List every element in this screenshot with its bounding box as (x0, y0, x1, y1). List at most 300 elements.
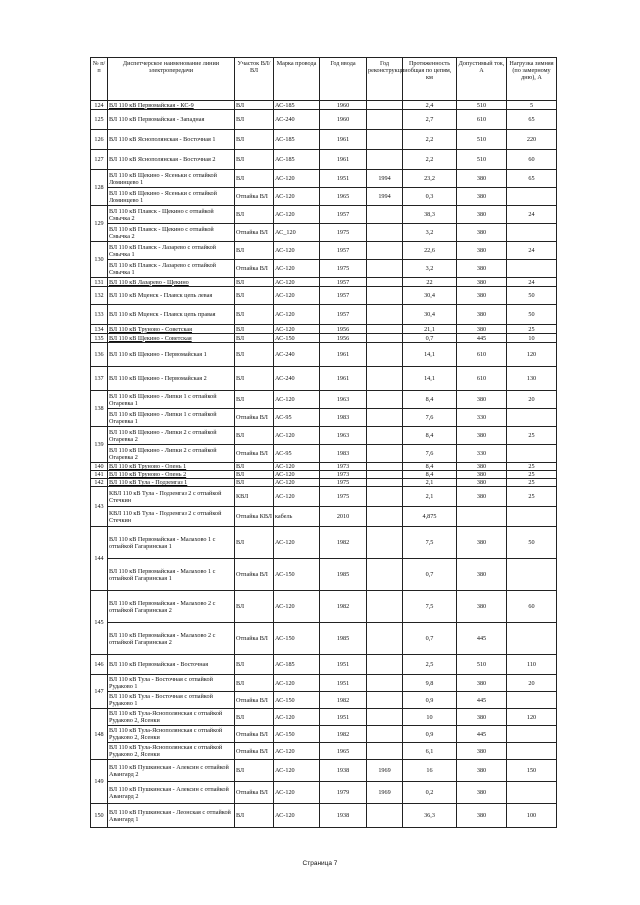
cell-part: ВЛ (235, 130, 274, 150)
cell-num: 125 (91, 110, 108, 130)
cell-length: 2,4 (403, 101, 457, 110)
cell-load: 50 (507, 305, 557, 325)
cell-wire: АС-120 (274, 804, 320, 828)
cell-name: КВЛ 110 кВ Тула - Подземгаз 2 с отпайкой Стечкин (108, 487, 235, 507)
table-row (91, 675, 557, 692)
cell-load: 50 (507, 527, 557, 559)
cell-wire: АС-150 (274, 559, 320, 591)
cell-recon (367, 260, 403, 278)
cell-part: ВЛ (235, 150, 274, 170)
cell-current: 380 (457, 391, 507, 409)
cell-name: ВЛ 110 кВ Первомайская - Малахово 1 с отпайкой Гагаринская 1 (108, 527, 235, 559)
table-row (91, 709, 557, 726)
table-row (91, 479, 557, 487)
cell-current: 610 (457, 110, 507, 130)
cell-length: 8,4 (403, 463, 457, 471)
cell-current: 380 (457, 170, 507, 188)
cell-load: 5 (507, 101, 557, 110)
cell-year: 1975 (320, 224, 367, 242)
table-row (91, 760, 557, 782)
cell-length: 30,4 (403, 287, 457, 305)
cell-part: ВЛ (235, 804, 274, 828)
cell-current: 510 (457, 150, 507, 170)
cell-length: 10 (403, 709, 457, 726)
cell-recon (367, 559, 403, 591)
table-row (91, 507, 557, 527)
cell-year: 1957 (320, 287, 367, 305)
cell-recon (367, 101, 403, 110)
header-length: Протяженность общая по цепям, км (403, 58, 457, 101)
cell-length: 7,6 (403, 445, 457, 463)
cell-part: Отпайка ВЛ (235, 445, 274, 463)
cell-load: 65 (507, 110, 557, 130)
cell-current: 380 (457, 242, 507, 260)
header-num: № п/п (91, 58, 108, 101)
cell-recon (367, 325, 403, 334)
cell-part: Отпайка ВЛ (235, 409, 274, 427)
cell-load (507, 559, 557, 591)
cell-wire: АС-120 (274, 709, 320, 726)
cell-load: 110 (507, 655, 557, 675)
cell-num: 150 (91, 804, 108, 828)
cell-recon (367, 367, 403, 391)
cell-name: ВЛ 110 кВ Плавск - Лазарево с отпайкой Смычка 1 (108, 242, 235, 260)
cell-load (507, 409, 557, 427)
cell-current: 380 (457, 804, 507, 828)
cell-current: 380 (457, 487, 507, 507)
cell-load: 100 (507, 804, 557, 828)
cell-current: 380 (457, 325, 507, 334)
header-current: Допустимый ток, А (457, 58, 507, 101)
cell-load: 50 (507, 287, 557, 305)
cell-num: 146 (91, 655, 108, 675)
cell-current: 380 (457, 260, 507, 278)
cell-current: 380 (457, 287, 507, 305)
cell-year: 1938 (320, 760, 367, 782)
cell-recon (367, 343, 403, 367)
cell-name: ВЛ 110 кВ Плавск - Лазарево с отпайкой Смычка 1 (108, 260, 235, 278)
cell-length: 3,2 (403, 260, 457, 278)
cell-length: 0,9 (403, 726, 457, 743)
cell-recon (367, 427, 403, 445)
header-name: Диспетчерское наименование линии электропередачи (108, 58, 235, 101)
cell-name: ВЛ 110 кВ Тула - Подземгаз 1 (108, 479, 235, 487)
cell-length: 16 (403, 760, 457, 782)
cell-num: 134 (91, 325, 108, 334)
cell-current: 510 (457, 655, 507, 675)
cell-wire: АС-240 (274, 343, 320, 367)
cell-name: ВЛ 110 кВ Тула - Восточная с отпайкой Рудаково 1 (108, 692, 235, 709)
cell-year: 1982 (320, 527, 367, 559)
cell-name: ВЛ 110 кВ Первомайская - Западная (108, 110, 235, 130)
table-row (91, 743, 557, 760)
cell-num: 124 (91, 101, 108, 110)
cell-name: КВЛ 110 кВ Тула - Подземгаз 2 с отпайкой Стечкин (108, 507, 235, 527)
cell-part: ВЛ (235, 367, 274, 391)
cell-wire: АС-120 (274, 427, 320, 445)
cell-num: 129 (91, 206, 108, 242)
cell-load (507, 507, 557, 527)
cell-name: ВЛ 110 кВ Мценск - Плавск цепь левая (108, 287, 235, 305)
cell-year: 1982 (320, 692, 367, 709)
cell-length: 0,3 (403, 188, 457, 206)
cell-wire: АС-185 (274, 130, 320, 150)
cell-num: 133 (91, 305, 108, 325)
cell-load: 120 (507, 709, 557, 726)
cell-name: ВЛ 110 кВ Первомайская - КС-9 (108, 101, 235, 110)
cell-current: 380 (457, 463, 507, 471)
cell-recon (367, 287, 403, 305)
table-row (91, 463, 557, 471)
cell-year: 1957 (320, 206, 367, 224)
cell-name: ВЛ 110 кВ Щекино - Первомайская 2 (108, 367, 235, 391)
header-wire: Марка провода (274, 58, 320, 101)
cell-length: 21,1 (403, 325, 457, 334)
cell-current: 380 (457, 782, 507, 804)
cell-length: 6,1 (403, 743, 457, 760)
cell-part: Отпайка КВЛ (235, 507, 274, 527)
cell-length: 7,5 (403, 527, 457, 559)
cell-name: ВЛ 110 кВ Щекино - Ясеньки с отпайкой Ломинцево 1 (108, 188, 235, 206)
cell-name: ВЛ 110 кВ Плавск - Щекино с отпайкой Смычка 2 (108, 206, 235, 224)
cell-year: 1961 (320, 343, 367, 367)
cell-name: ВЛ 110 кВ Яснополянская - Восточная 1 (108, 130, 235, 150)
cell-length: 9,8 (403, 675, 457, 692)
cell-length: 0,7 (403, 334, 457, 343)
cell-current: 380 (457, 224, 507, 242)
table-row (91, 655, 557, 675)
cell-recon (367, 278, 403, 287)
cell-wire: АС-185 (274, 101, 320, 110)
cell-wire: АС-240 (274, 367, 320, 391)
cell-part: ВЛ (235, 242, 274, 260)
cell-length: 8,4 (403, 471, 457, 479)
cell-name: ВЛ 110 кВ Первомайская - Малахово 2 с отпайкой Гагаринская 2 (108, 623, 235, 655)
table-row (91, 471, 557, 479)
cell-year: 1985 (320, 559, 367, 591)
cell-num: 144 (91, 527, 108, 591)
cell-length: 2,2 (403, 150, 457, 170)
cell-recon (367, 487, 403, 507)
cell-name: ВЛ 110 кВ Труново - Олень 1 (108, 463, 235, 471)
cell-length: 30,4 (403, 305, 457, 325)
cell-name: ВЛ 110 кВ Щекино - Советская (108, 334, 235, 343)
cell-recon (367, 675, 403, 692)
cell-current: 445 (457, 623, 507, 655)
cell-name: ВЛ 110 кВ Тула-Яснополянская с отпайкой Рудаково 2, Ясенки (108, 726, 235, 743)
cell-year: 1957 (320, 305, 367, 325)
cell-year: 1983 (320, 445, 367, 463)
cell-name: ВЛ 110 кВ Плавск - Щекино с отпайкой Смычка 2 (108, 224, 235, 242)
cell-name: ВЛ 110 кВ Щекино - Первомайская 1 (108, 343, 235, 367)
cell-part: Отпайка ВЛ (235, 260, 274, 278)
cell-recon (367, 527, 403, 559)
cell-load: 20 (507, 391, 557, 409)
cell-part: Отпайка ВЛ (235, 623, 274, 655)
cell-load: 120 (507, 343, 557, 367)
cell-load (507, 224, 557, 242)
cell-current: 380 (457, 206, 507, 224)
cell-year: 1975 (320, 260, 367, 278)
header-recon: Год реконструкции (367, 58, 403, 101)
cell-num: 132 (91, 287, 108, 305)
cell-wire: АС-120 (274, 325, 320, 334)
cell-recon (367, 479, 403, 487)
cell-current: 610 (457, 367, 507, 391)
table-row (91, 409, 557, 427)
cell-current: 330 (457, 409, 507, 427)
table-row (91, 559, 557, 591)
cell-year: 1965 (320, 743, 367, 760)
cell-part: ВЛ (235, 278, 274, 287)
table-body (91, 101, 557, 828)
cell-load: 25 (507, 487, 557, 507)
cell-year: 1982 (320, 726, 367, 743)
cell-length: 23,2 (403, 170, 457, 188)
cell-num: 142 (91, 479, 108, 487)
cell-wire: АС-120 (274, 305, 320, 325)
cell-name: ВЛ 110 кВ Первомайская - Восточная (108, 655, 235, 675)
cell-length: 2,1 (403, 487, 457, 507)
cell-load: 25 (507, 427, 557, 445)
cell-wire: АС-120 (274, 463, 320, 471)
cell-part: ВЛ (235, 463, 274, 471)
header-part: Участок ВЛ/ВЛ (235, 58, 274, 101)
cell-part: ВЛ (235, 675, 274, 692)
table-row (91, 427, 557, 445)
table-row (91, 287, 557, 305)
cell-name: ВЛ 110 кВ Тула-Яснополянская с отпайкой Рудаково 2, Ясенки (108, 743, 235, 760)
cell-year: 1938 (320, 804, 367, 828)
cell-length: 36,3 (403, 804, 457, 828)
cell-load: 150 (507, 760, 557, 782)
table-row (91, 325, 557, 334)
cell-year: 1956 (320, 325, 367, 334)
table-row (91, 726, 557, 743)
cell-part: ВЛ (235, 760, 274, 782)
cell-length: 0,9 (403, 692, 457, 709)
cell-recon (367, 655, 403, 675)
cell-length: 22 (403, 278, 457, 287)
cell-load (507, 623, 557, 655)
power-lines-table (90, 57, 557, 828)
cell-num: 141 (91, 471, 108, 479)
cell-recon (367, 242, 403, 260)
cell-name: ВЛ 110 кВ Труново - Олень 2 (108, 471, 235, 479)
cell-current: 380 (457, 743, 507, 760)
cell-year: 1961 (320, 367, 367, 391)
cell-year: 1951 (320, 709, 367, 726)
cell-recon (367, 409, 403, 427)
cell-length: 14,1 (403, 343, 457, 367)
cell-recon (367, 726, 403, 743)
cell-load: 60 (507, 591, 557, 623)
cell-current: 380 (457, 471, 507, 479)
cell-recon (367, 150, 403, 170)
cell-load: 24 (507, 242, 557, 260)
cell-length: 8,4 (403, 391, 457, 409)
cell-load (507, 260, 557, 278)
cell-current: 510 (457, 101, 507, 110)
cell-num: 130 (91, 242, 108, 278)
cell-wire: АС-185 (274, 150, 320, 170)
table-row (91, 150, 557, 170)
cell-current: 380 (457, 709, 507, 726)
cell-current: 610 (457, 343, 507, 367)
cell-wire: АС_120 (274, 224, 320, 242)
cell-name: ВЛ 110 кВ Пушкинская - Алексин с отпайкой Авангард 2 (108, 782, 235, 804)
cell-part: ВЛ (235, 325, 274, 334)
cell-part: ВЛ (235, 709, 274, 726)
cell-load: 130 (507, 367, 557, 391)
cell-year: 1973 (320, 463, 367, 471)
cell-part: ВЛ (235, 170, 274, 188)
cell-wire: АС-120 (274, 170, 320, 188)
cell-load: 220 (507, 130, 557, 150)
cell-wire: АС-120 (274, 471, 320, 479)
table-row (91, 101, 557, 110)
cell-num: 149 (91, 760, 108, 804)
cell-recon (367, 591, 403, 623)
cell-recon (367, 305, 403, 325)
cell-part: ВЛ (235, 343, 274, 367)
cell-length: 3,2 (403, 224, 457, 242)
page-footer: Страница 7 (302, 860, 338, 867)
cell-wire: АС-120 (274, 487, 320, 507)
cell-num: 140 (91, 463, 108, 471)
table-row (91, 782, 557, 804)
cell-part: ВЛ (235, 305, 274, 325)
cell-load: 25 (507, 325, 557, 334)
cell-length: 7,6 (403, 409, 457, 427)
table-row (91, 487, 557, 507)
cell-num: 138 (91, 391, 108, 427)
cell-current: 380 (457, 305, 507, 325)
cell-part: Отпайка ВЛ (235, 559, 274, 591)
cell-wire: АС-120 (274, 278, 320, 287)
cell-part: ВЛ (235, 101, 274, 110)
table-row (91, 591, 557, 623)
cell-load (507, 692, 557, 709)
cell-part: ВЛ (235, 655, 274, 675)
cell-num: 135 (91, 334, 108, 343)
cell-name: ВЛ 110 кВ Труново - Советская (108, 325, 235, 334)
cell-load (507, 445, 557, 463)
cell-length: 2,7 (403, 110, 457, 130)
table-row (91, 206, 557, 224)
cell-wire: АС-120 (274, 242, 320, 260)
table-row (91, 110, 557, 130)
cell-length: 14,1 (403, 367, 457, 391)
cell-length: 22,6 (403, 242, 457, 260)
cell-recon (367, 334, 403, 343)
document-page (90, 57, 556, 828)
cell-length: 2,1 (403, 479, 457, 487)
cell-wire: АС-120 (274, 591, 320, 623)
table-row (91, 445, 557, 463)
cell-part: ВЛ (235, 391, 274, 409)
cell-year: 1960 (320, 110, 367, 130)
table-row (91, 278, 557, 287)
cell-name: ВЛ 110 кВ Пушкинская - Леонская с отпайкой Авангард 1 (108, 804, 235, 828)
cell-current: 380 (457, 675, 507, 692)
cell-year: 1956 (320, 334, 367, 343)
cell-wire: АС-120 (274, 260, 320, 278)
cell-recon (367, 623, 403, 655)
cell-recon (367, 692, 403, 709)
cell-part: КВЛ (235, 487, 274, 507)
header-load: Нагрузка зимняя (по замерному дню), А (507, 58, 557, 101)
cell-part: ВЛ (235, 206, 274, 224)
cell-wire: АС-95 (274, 409, 320, 427)
cell-part: ВЛ (235, 287, 274, 305)
cell-current: 330 (457, 445, 507, 463)
table-row (91, 260, 557, 278)
cell-year: 1973 (320, 471, 367, 479)
cell-recon (367, 804, 403, 828)
cell-wire: АС-120 (274, 743, 320, 760)
cell-length: 8,4 (403, 427, 457, 445)
cell-year: 1982 (320, 591, 367, 623)
cell-recon (367, 130, 403, 150)
cell-part: ВЛ (235, 427, 274, 445)
cell-year: 1951 (320, 675, 367, 692)
cell-length: 0,2 (403, 782, 457, 804)
cell-num: 126 (91, 130, 108, 150)
table-row (91, 804, 557, 828)
cell-wire: АС-150 (274, 726, 320, 743)
cell-recon (367, 391, 403, 409)
cell-current: 380 (457, 427, 507, 445)
table-row (91, 170, 557, 188)
cell-name: ВЛ 110 кВ Щекино - Ясеньки с отпайкой Ломинцево 1 (108, 170, 235, 188)
cell-recon: 1969 (367, 782, 403, 804)
table-row (91, 188, 557, 206)
cell-year: 1963 (320, 427, 367, 445)
cell-name: ВЛ 110 кВ Лазарево - Щекино (108, 278, 235, 287)
cell-part: Отпайка ВЛ (235, 743, 274, 760)
cell-year: 2010 (320, 507, 367, 527)
cell-year: 1961 (320, 130, 367, 150)
cell-num: 143 (91, 487, 108, 527)
cell-part: ВЛ (235, 591, 274, 623)
table-row (91, 305, 557, 325)
cell-year: 1975 (320, 487, 367, 507)
cell-name: ВЛ 110 кВ Первомайская - Малахово 2 с отпайкой Гагаринская 2 (108, 591, 235, 623)
cell-load: 25 (507, 479, 557, 487)
cell-name: ВЛ 110 кВ Щекино - Липки 2 с отпайкой Огаревка 2 (108, 445, 235, 463)
cell-num: 131 (91, 278, 108, 287)
cell-num: 139 (91, 427, 108, 463)
cell-current: 445 (457, 726, 507, 743)
cell-wire: АС-120 (274, 287, 320, 305)
cell-wire: АС-95 (274, 445, 320, 463)
table-row (91, 623, 557, 655)
cell-load: 25 (507, 463, 557, 471)
cell-load (507, 188, 557, 206)
cell-name: ВЛ 110 кВ Первомайская - Малахово 1 с отпайкой Гагаринская 1 (108, 559, 235, 591)
cell-load: 25 (507, 471, 557, 479)
cell-name: ВЛ 110 кВ Тула - Восточная с отпайкой Рудаково 1 (108, 675, 235, 692)
cell-current: 380 (457, 527, 507, 559)
cell-wire: АС-120 (274, 188, 320, 206)
table-row (91, 367, 557, 391)
cell-load: 20 (507, 675, 557, 692)
cell-load: 65 (507, 170, 557, 188)
cell-wire: АС-120 (274, 527, 320, 559)
cell-recon (367, 206, 403, 224)
cell-wire: АС-150 (274, 334, 320, 343)
